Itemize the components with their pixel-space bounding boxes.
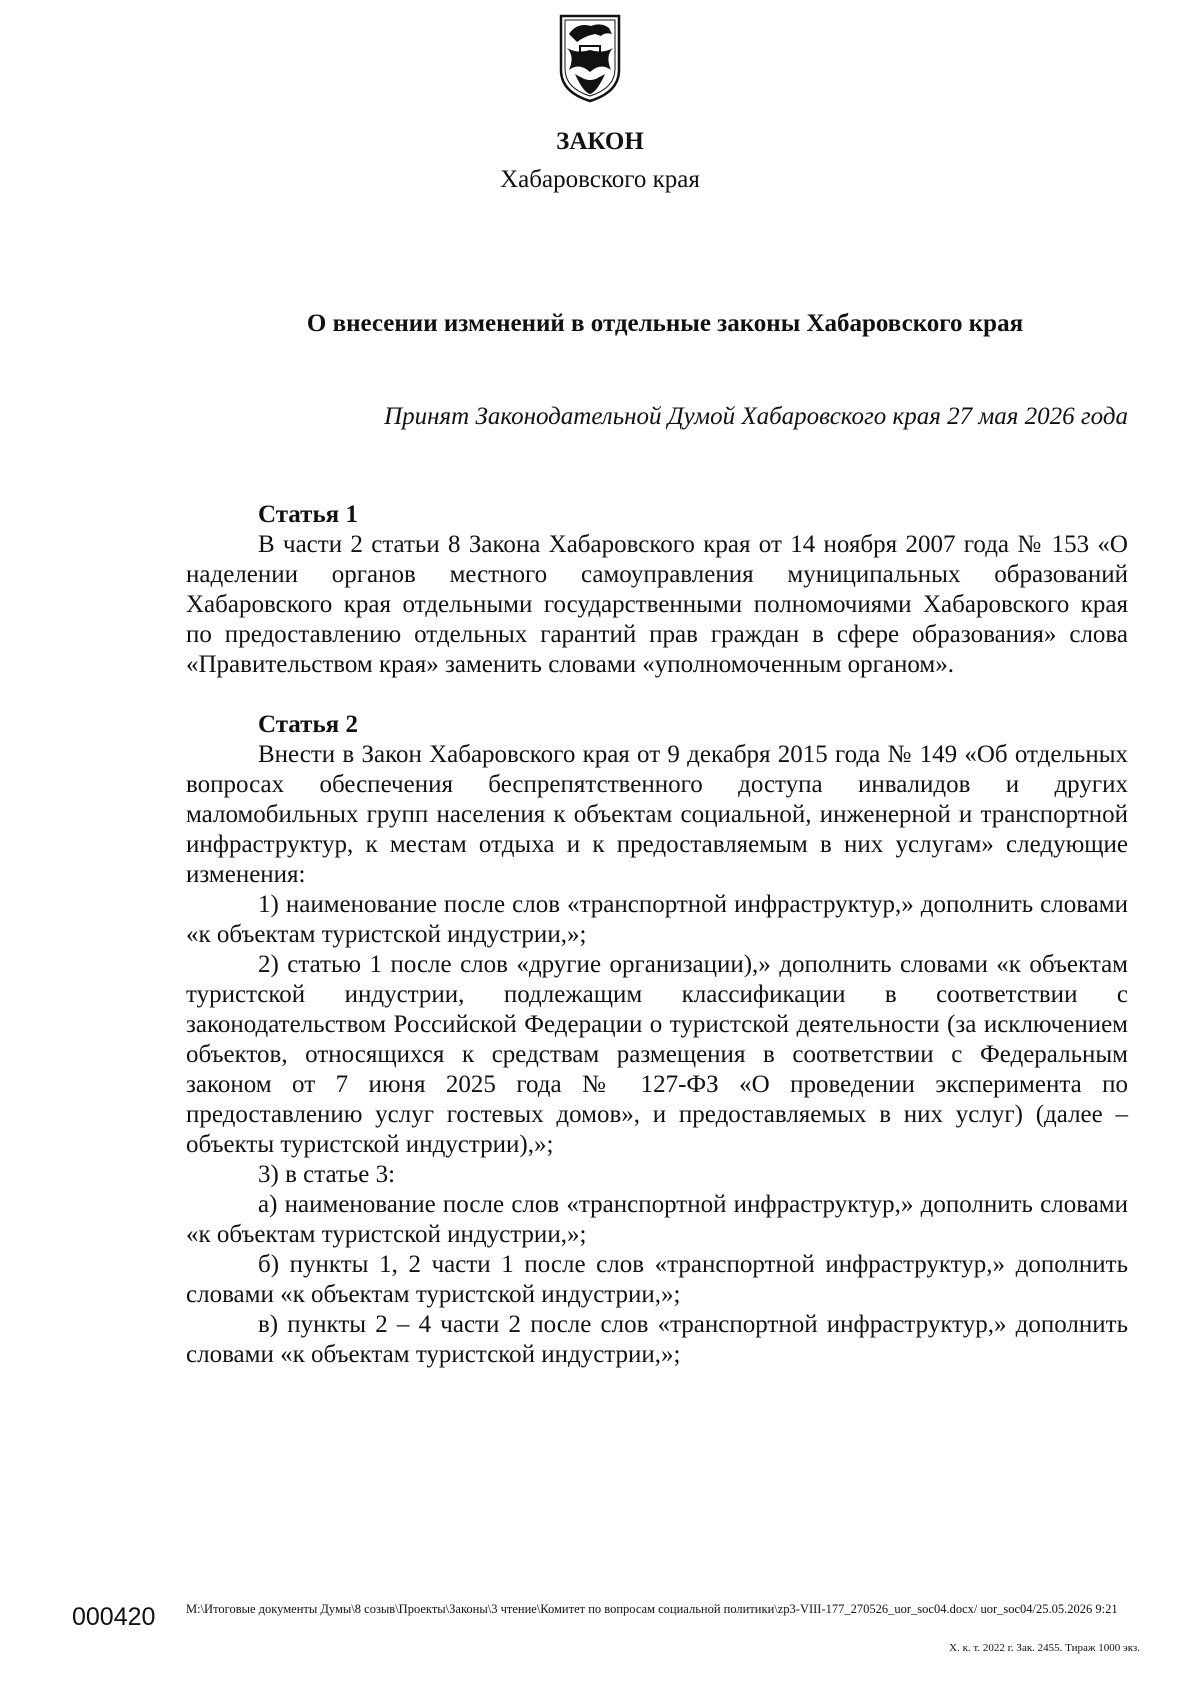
article-2-item: в) пункты 2 – 4 части 2 после слов «транспортной инфраструктур,» дополнить словами «к объектам туристской индустрии,»; — [186, 1311, 1128, 1368]
adoption-note: Принят Законодательной Думой Хабаровского края 27 мая 2026 года — [384, 403, 1128, 430]
law-name: О внесении изменений в отдельные законы Хабаровского края — [306, 310, 1024, 337]
article-1-heading: Статья 1 — [258, 501, 358, 528]
article-2-intro: Внести в Закон Хабаровского края от 9 декабря 2015 года № 149 «Об отдельных вопросах обеспечения беспрепятственного доступа инвалидов и других маломобильных групп населения к объектам социальной, инженерной и транспортной инфраструктур, к местам отдыха и к предоставляемым в них услугам» следующие изменения: — [186, 741, 1128, 888]
document-body — [186, 500, 1128, 1370]
article-2-heading: Статья 2 — [258, 711, 358, 738]
footer-print-info: Х. к. т. 2022 г. Зак. 2455. Тираж 1000 экз. — [949, 1642, 1140, 1654]
article-2-item: 2) статью 1 после слов «другие организации),» дополнить словами «к объектам туристской индустрии, подлежащим классификации в соответствии с законодательством Российской Федерации о туристской деятельности (за исключением объектов, относящихся к средствам размещения в соответствии с Федеральным законом от 7 июня 2025 года № 127-ФЗ «О проведении эксперимента по предоставлению услуг гостевых домов», и предоставляемых в них услуг) (далее – объекты туристской индустрии),»; — [186, 951, 1128, 1158]
document-subtitle: Хабаровского края — [500, 166, 700, 193]
article-2-item: 1) наименование после слов «транспортной инфраструктур,» дополнить словами «к объектам туристской индустрии,»; — [186, 891, 1128, 948]
article-2-item: а) наименование после слов «транспортной инфраструктур,» дополнить словами «к объектам туристской индустрии,»; — [186, 1191, 1128, 1248]
document-title: ЗАКОН — [556, 128, 644, 155]
article-1-text: В части 2 статьи 8 Закона Хабаровского края от 14 ноября 2007 года № 153 «О наделении органов местного самоуправления муниципальных образований Хабаровского края отдельными государственными полномочиями Хабаровского края по предоставлению отдельных гарантий прав граждан в сфере образования» слова «Правительством края» заменить словами «уполномоченным органом». — [186, 531, 1128, 678]
footer-document-number: 000420 — [72, 1603, 156, 1631]
article-2-item: б) пункты 1, 2 части 1 после слов «транспортной инфраструктур,» дополнить словами «к объектам туристской индустрии,»; — [186, 1251, 1128, 1308]
article-2-item: 3) в статье 3: — [258, 1161, 396, 1188]
coat-of-arms-icon — [555, 12, 625, 104]
footer-file-path: M:\Итоговые документы Думы\8 созыв\Проекты\Законы\3 чтение\Комитет по вопросам социальной политики\zp3-VIII-177_270526_uor_soc04.docx/ uor_soc04/25.05.2026 9:21 — [186, 1602, 1118, 1616]
